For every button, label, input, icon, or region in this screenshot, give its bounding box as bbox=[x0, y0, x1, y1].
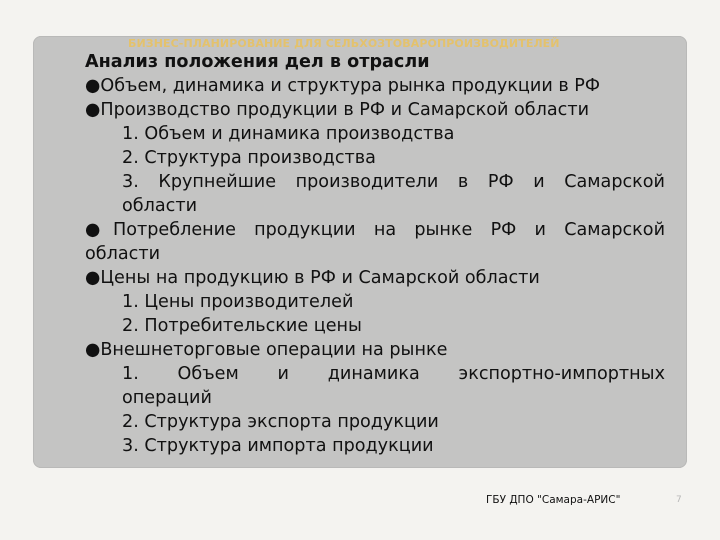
sub-export-import-volume: 1. Объем и динамика экспортно-импортных bbox=[122, 364, 665, 384]
sub-producer-prices: 1. Цены производителей bbox=[122, 292, 354, 312]
sub-export-structure: 2. Структура экспорта продукции bbox=[122, 412, 439, 432]
sub-production-structure: 2. Структура производства bbox=[122, 148, 376, 168]
slide-header: БИЗНЕС-ПЛАНИРОВАНИЕ ДЛЯ СЕЛЬХОЗТОВАРОПРОИЗВОДИТЕЛЕЙ bbox=[128, 37, 560, 50]
sub-largest-producers: 3. Крупнейшие производители в РФ и Самарской bbox=[122, 172, 665, 192]
bullet-market: ●Объем, динамика и структура рынка продукции в РФ bbox=[85, 76, 601, 96]
page-number: 7 bbox=[676, 495, 682, 505]
bullet-consumption: ●Потребление продукции на рынке РФ и Самарской bbox=[85, 220, 665, 240]
sub-production-volume: 1. Объем и динамика производства bbox=[122, 124, 455, 144]
sub-import-structure: 3. Структура импорта продукции bbox=[122, 436, 434, 456]
sub-consumer-prices: 2. Потребительские цены bbox=[122, 316, 362, 336]
slide-content bbox=[85, 50, 665, 458]
bullet-production: ●Производство продукции в РФ и Самарской области bbox=[85, 100, 590, 120]
bullet-prices: ●Цены на продукцию в РФ и Самарской области bbox=[85, 268, 540, 288]
bullet-consumption-cont: области bbox=[85, 244, 160, 264]
sub-export-import-volume-cont: операций bbox=[122, 388, 212, 408]
slide-footer: ГБУ ДПО "Самара-АРИС" bbox=[486, 494, 621, 506]
sub-largest-producers-cont: области bbox=[122, 196, 197, 216]
slide-title: Анализ положения дел в отрасли bbox=[85, 52, 430, 72]
bullet-foreign-trade: ●Внешнеторговые операции на рынке bbox=[85, 340, 448, 360]
